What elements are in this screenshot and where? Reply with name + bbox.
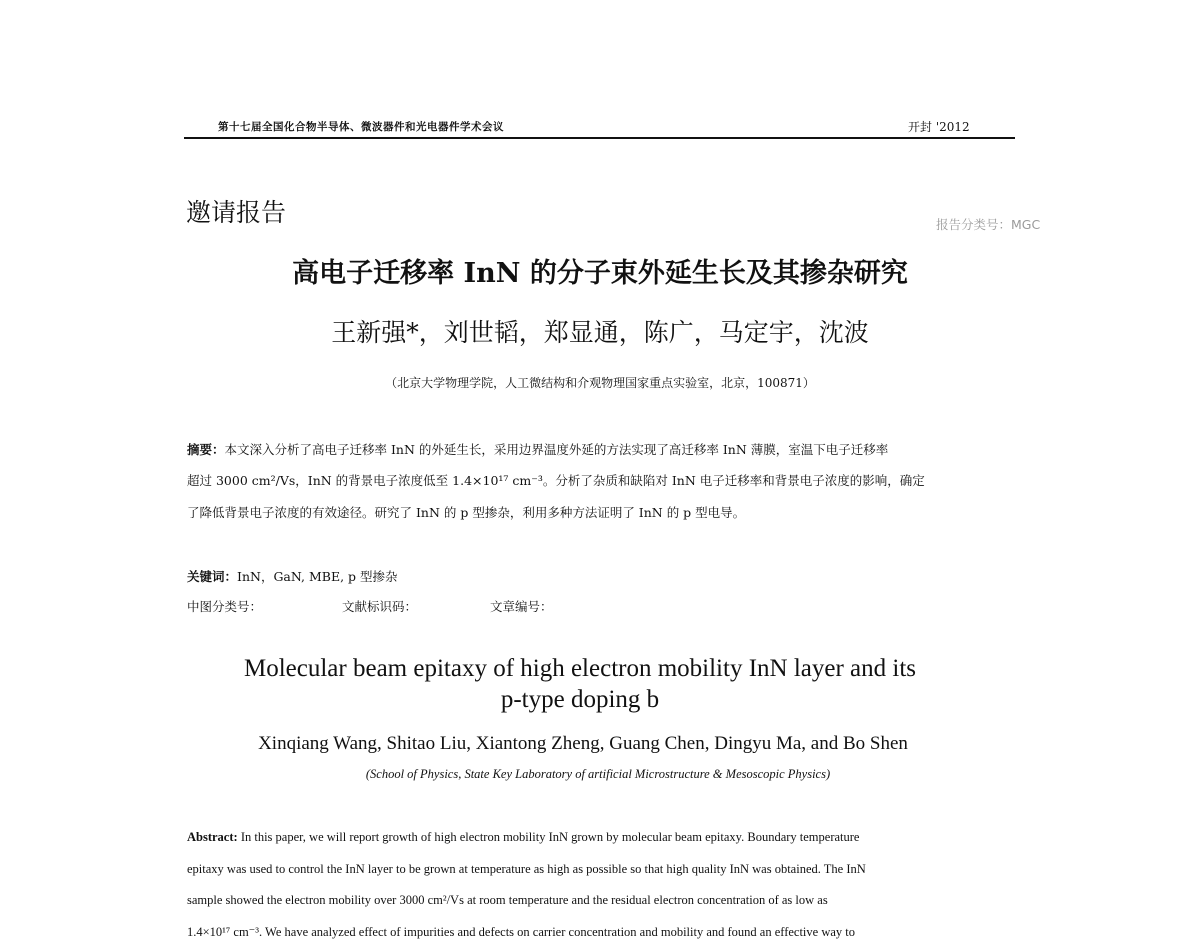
- english-title-line: p-type doping b: [500, 686, 660, 713]
- english-title: [0, 653, 1160, 715]
- classification-code: 报告分类号：MGC: [936, 217, 1041, 232]
- chinese-classification-row: [187, 597, 553, 615]
- header-rule: [184, 137, 1015, 139]
- chinese-abstract-text: 本文深入分析了高电子迁移率 InN 的外延生长，采用边界温度外延的方法实现了高迁移率 InN 薄膜，室温下电子迁移率: [224, 442, 889, 457]
- chinese-keywords-label: 关键词：: [187, 569, 238, 584]
- english-abstract-line: 1.4×10¹⁷ cm⁻³. We have analyzed effect of impurities and defects on carrier concentration and mobility and found an effective way to: [187, 925, 855, 939]
- chinese-authors: 王新强*，刘世韬，郑显通，陈广，马定宇，沈波: [331, 318, 869, 347]
- english-abstract-line: sample showed the electron mobility over 3000 cm²/Vs at room temperature and the residual electron concentration of as low as: [187, 893, 828, 907]
- conference-place-year: 开封 '2012: [908, 120, 970, 134]
- article-number-label: 文章编号：: [490, 599, 553, 614]
- chinese-abstract-line: [187, 440, 888, 458]
- chinese-abstract-label: 摘要：: [187, 442, 225, 457]
- clc-number-label: 中图分类号：: [187, 599, 263, 614]
- chinese-keywords: [187, 567, 398, 585]
- chinese-abstract-line: 了降低背景电子浓度的有效途径。研究了 InN 的 p 型掺杂，利用多种方法证明了 InN 的 p 型电导。: [187, 505, 746, 520]
- chinese-title: 高电子迁移率 InN 的分子束外延生长及其掺杂研究: [292, 258, 908, 289]
- invited-report-label: 邀请报告: [186, 198, 287, 227]
- english-authors: Xinqiang Wang, Shitao Liu, Xiantong Zheng, Guang Chen, Dingyu Ma, and Bo Shen: [258, 733, 908, 754]
- conference-header: 第十七届全国化合物半导体、微波器件和光电器件学术会议: [218, 121, 504, 133]
- english-abstract-text: In this paper, we will report growth of high electron mobility InN grown by molecular beam epitaxy. Boundary temperature: [240, 830, 860, 844]
- english-abstract-line: [187, 830, 859, 845]
- chinese-keywords-text: InN，GaN, MBE, p 型掺杂: [237, 569, 398, 584]
- english-abstract-line: epitaxy was used to control the InN layer to be grown at temperature as high as possible so that high quality InN was obtained. The InN: [187, 862, 866, 876]
- document-code-label: 文献标识码：: [342, 599, 418, 614]
- chinese-affiliation: （北京大学物理学院，人工微结构和介观物理国家重点实验室，北京，100871）: [385, 376, 815, 390]
- english-title-line: Molecular beam epitaxy of high electron mobility InN layer and its: [243, 655, 917, 682]
- chinese-abstract-line: 超过 3000 cm²/Vs，InN 的背景电子浓度低至 1.4×10¹⁷ cm⁻³。分析了杂质和缺陷对 InN 电子迁移率和背景电子浓度的影响，确定: [187, 473, 925, 488]
- english-abstract-label: Abstract:: [187, 830, 238, 844]
- english-affiliation: (School of Physics, State Key Laboratory of artificial Microstructure & Mesoscopic Physics): [365, 767, 831, 781]
